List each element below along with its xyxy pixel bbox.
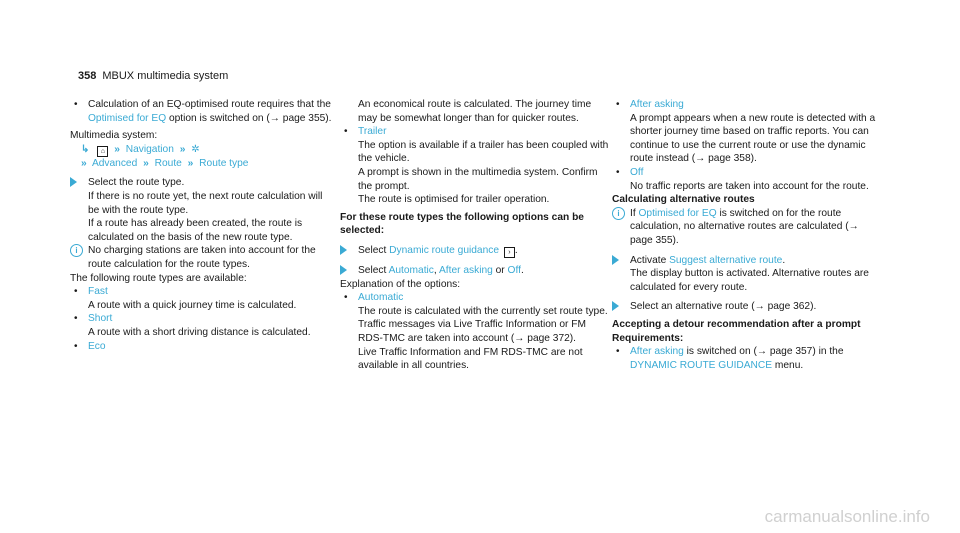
column-3: • After asking A prompt appears when a new route is detected with a shorter journey time based on traffic reports. You can continue to use the current route or use the dynamic route instead (→ page 358). • Off No traffic reports are taken into account for the route. Calculating alternative routes i If Optimised for EQ is switched on for the route calculation, no alternative routes are calculated (→ page 355). Activate Suggest alternative route. The display button is activated. Alternative routes are calculated for every route. Select an alternative route (→ page 362). Accepting a detour recommendation after a prompt Requirements: • After asking is switched on (→ page 357) in the DYNAMIC ROUTE GUIDANCE menu. xyxy=(612,99,876,371)
bullet-off: • Off xyxy=(616,166,644,178)
double-chevron-icon: » xyxy=(187,157,194,169)
bullet-requirement: • After asking is switched on (→ page 357) in the DYNAMIC ROUTE GUIDANCE menu. xyxy=(616,346,844,371)
bullet-after-asking: • After asking xyxy=(616,99,684,110)
page-number: 358 xyxy=(78,70,97,82)
bullet-automatic: • Automatic xyxy=(344,292,404,304)
step-select-mode: Select Automatic, After asking or Off. xyxy=(340,264,610,278)
menu-path-1 xyxy=(70,143,335,157)
double-chevron-icon: » xyxy=(114,143,120,155)
step-arrow-icon xyxy=(340,265,347,275)
info-icon: i xyxy=(70,244,83,257)
gear-icon: ✲ xyxy=(191,143,200,155)
info-icon: i xyxy=(612,207,625,220)
options-heading: For these route types the following options can be selected: xyxy=(340,211,584,237)
step-select-alternative: Select an alternative route (→ page 362). xyxy=(612,300,877,314)
double-chevron-icon: » xyxy=(81,157,87,169)
step-select-route-type: Select the route type. If there is no route yet, the next route calculation will be with the route type. If a route has already been created, the route is calculated on the basis of the new route type. xyxy=(70,176,335,244)
option-optimised-for-eq: Optimised for EQ xyxy=(88,112,167,124)
step-arrow-icon xyxy=(612,255,619,265)
eco-description: An economical route is calculated. The journey time may be somewhat longer than for quicker routes. xyxy=(358,99,592,124)
page-header xyxy=(78,70,228,82)
step-arrow-icon xyxy=(612,301,619,311)
checkbox-icon: › xyxy=(504,247,515,258)
return-arrow-icon: ↳ xyxy=(81,143,90,155)
home-icon: ⌂ xyxy=(97,146,108,157)
step-arrow-icon xyxy=(70,177,77,187)
available-route-types: The following route types are available: xyxy=(70,272,247,284)
menu-route-type: Route type xyxy=(199,157,249,169)
bullet-eco: • Eco xyxy=(74,340,106,352)
calc-alternative-heading: Calculating alternative routes xyxy=(612,194,755,206)
requirements-label: Requirements: xyxy=(612,332,684,344)
step-activate-suggest: Activate Suggest alternative route. The display button is activated. Alternative routes are calculated for every route. xyxy=(612,254,877,295)
bullet-trailer: • Trailer xyxy=(344,126,387,138)
bullet-eq-requirement: • Calculation of an EQ-optimised route requires that the Optimised for EQ option is switched on (→ page 355). xyxy=(74,99,332,124)
double-chevron-icon: » xyxy=(143,157,149,169)
menu-route: Route xyxy=(154,157,182,169)
menu-path-2 xyxy=(70,157,335,171)
step-select-dynamic: Select Dynamic route guidance › . xyxy=(340,244,610,258)
multimedia-system-label: Multimedia system: xyxy=(70,130,158,142)
column-2: An economical route is calculated. The journey time may be somewhat longer than for quicker routes. • Trailer The option is available if a trailer has been coupled with the vehicle. A prompt is shown in the multimedia system. Confirm the prompt. The route is optimised for trailer operation. For these route types the following options can be selected: Select Dynamic route guidance › . Select Automatic, After asking or Off. Explanation of the options: • Automatic The route is calculated with the currently set route type. Traffic messages via Live Traffic Information or FM RDS-TMC are taken into account (→ page 372). Live Traffic Information and FM RDS-TMC are not available in all countries. xyxy=(340,99,609,372)
note-charging: i No charging stations are taken into account for the route calculation for the route types. xyxy=(70,244,335,271)
note-eq-alternative: i If Optimised for EQ is switched on for the route calculation, no alternative routes are calculated (→ page 355). xyxy=(612,207,877,248)
column-1: • Calculation of an EQ-optimised route requires that the Optimised for EQ option is switched on (→ page 355). Multimedia system: ↳ ⌂ » Navigation » ✲ » Advanced » Route » Route type Select the route type. If there is no route yet, the next route calculation will be with the route type. If a route has already been created, the route is calculated on the basis of the new route type. i No charging stations are taken into account for the route calculation for the route types. The following route types are available: • Fast A route with a quick journey time is calculated. • Short A route with a short driving distance is calculated. • Eco xyxy=(70,98,335,353)
watermark: carmanualsonline.info xyxy=(764,507,930,526)
step-arrow-icon xyxy=(340,245,347,255)
menu-navigation: Navigation xyxy=(125,143,174,155)
menu-advanced: Advanced xyxy=(91,157,138,169)
bullet-short: • Short xyxy=(74,313,113,325)
accept-detour-heading: Accepting a detour recommendation after a prompt xyxy=(612,318,861,330)
double-chevron-icon: » xyxy=(179,143,186,155)
options-explanation: Explanation of the options: xyxy=(340,278,461,290)
bullet-fast: • Fast xyxy=(74,286,108,298)
page-title: MBUX multimedia system xyxy=(102,70,229,82)
